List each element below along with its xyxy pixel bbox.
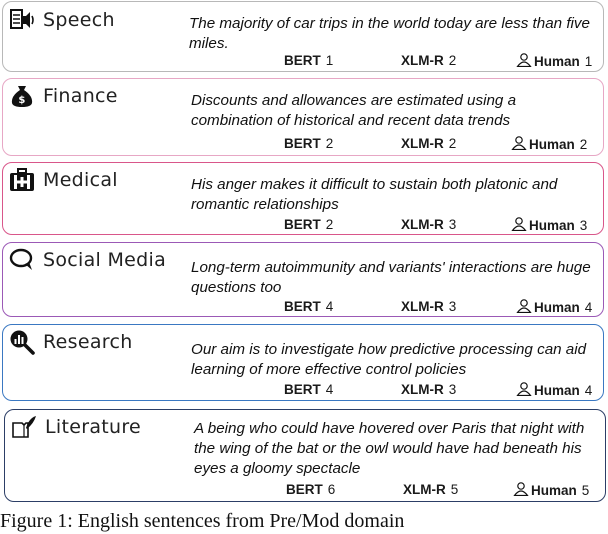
bert-score: BERT 2 — [284, 217, 334, 232]
human-score: Human 5 — [513, 482, 589, 498]
person-icon — [516, 382, 532, 396]
domain-card-literature — [4, 409, 606, 502]
score-row — [3, 136, 605, 154]
human-score: Human 4 — [516, 382, 592, 398]
score-row — [3, 382, 605, 400]
domain-label: Speech — [43, 9, 115, 31]
domain-header — [9, 167, 118, 193]
svg-text:$: $ — [18, 95, 26, 106]
domain-label: Research — [43, 331, 133, 353]
person-icon — [516, 53, 532, 67]
sentence-text: Discounts and allowances are estimated using a combination of historical and recent data trends — [191, 92, 517, 129]
xlmr-score: XLM-R 5 — [403, 482, 459, 497]
score-row — [5, 482, 607, 500]
person-icon — [511, 217, 527, 231]
human-score: Human 1 — [516, 53, 592, 69]
bert-score: BERT 4 — [284, 299, 334, 314]
sentence-text: The majority of car trips in the world today are less than five miles. — [189, 15, 590, 52]
first-aid-kit-icon — [9, 167, 35, 193]
domain-card-social-media — [2, 242, 604, 317]
sentence-text: Long-term autoimmunity and variants' interactions are huge questions too — [191, 259, 591, 296]
domain-label: Medical — [43, 169, 118, 191]
bert-score: BERT 2 — [284, 136, 334, 151]
xlmr-score: XLM-R 2 — [401, 53, 457, 68]
chat-bubble-icon — [9, 247, 35, 273]
xlmr-score: XLM-R 3 — [401, 299, 457, 314]
human-score: Human 2 — [511, 136, 587, 152]
domain-label: Social Media — [43, 249, 167, 271]
domain-card-medical — [2, 162, 604, 235]
domain-header — [9, 247, 166, 273]
domain-header — [9, 83, 118, 109]
domain-card-research — [2, 324, 604, 401]
sentence-text: Our aim is to investigate how predictive processing can aid learning of more effective control policies — [191, 341, 587, 378]
bert-score: BERT 1 — [284, 53, 334, 68]
person-icon — [516, 299, 532, 313]
sentence-text: His anger makes it difficult to sustain both platonic and romantic relationships — [191, 176, 558, 213]
domain-label: Literature — [45, 416, 142, 438]
human-score: Human 4 — [516, 299, 592, 315]
domain-header — [9, 7, 115, 33]
domain-header — [9, 329, 133, 355]
domain-header — [11, 414, 141, 440]
speaker-icon — [9, 7, 35, 33]
person-icon — [513, 482, 529, 496]
book-quill-icon — [11, 414, 37, 440]
human-score: Human 3 — [511, 217, 587, 233]
xlmr-score: XLM-R 3 — [401, 382, 457, 397]
xlmr-score: XLM-R 2 — [401, 136, 457, 151]
score-row — [3, 299, 605, 317]
bert-score: BERT 4 — [284, 382, 334, 397]
magnifier-chart-icon — [9, 329, 35, 355]
domain-card-finance — [2, 78, 604, 156]
domain-card-speech — [2, 1, 604, 72]
score-row — [3, 53, 605, 71]
xlmr-score: XLM-R 3 — [401, 217, 457, 232]
score-row — [3, 217, 605, 235]
figure-caption: Figure 1: English sentences from Pre/Mod domain — [0, 510, 405, 532]
money-bag-icon — [9, 83, 35, 109]
person-icon — [511, 136, 527, 150]
sentence-text: A being who could have hovered over Paris that night with the wing of the bat or the owl would have had beneath his eyes a gloomy spectacle — [194, 420, 585, 477]
domain-label: Finance — [43, 85, 118, 107]
bert-score: BERT 6 — [286, 482, 336, 497]
